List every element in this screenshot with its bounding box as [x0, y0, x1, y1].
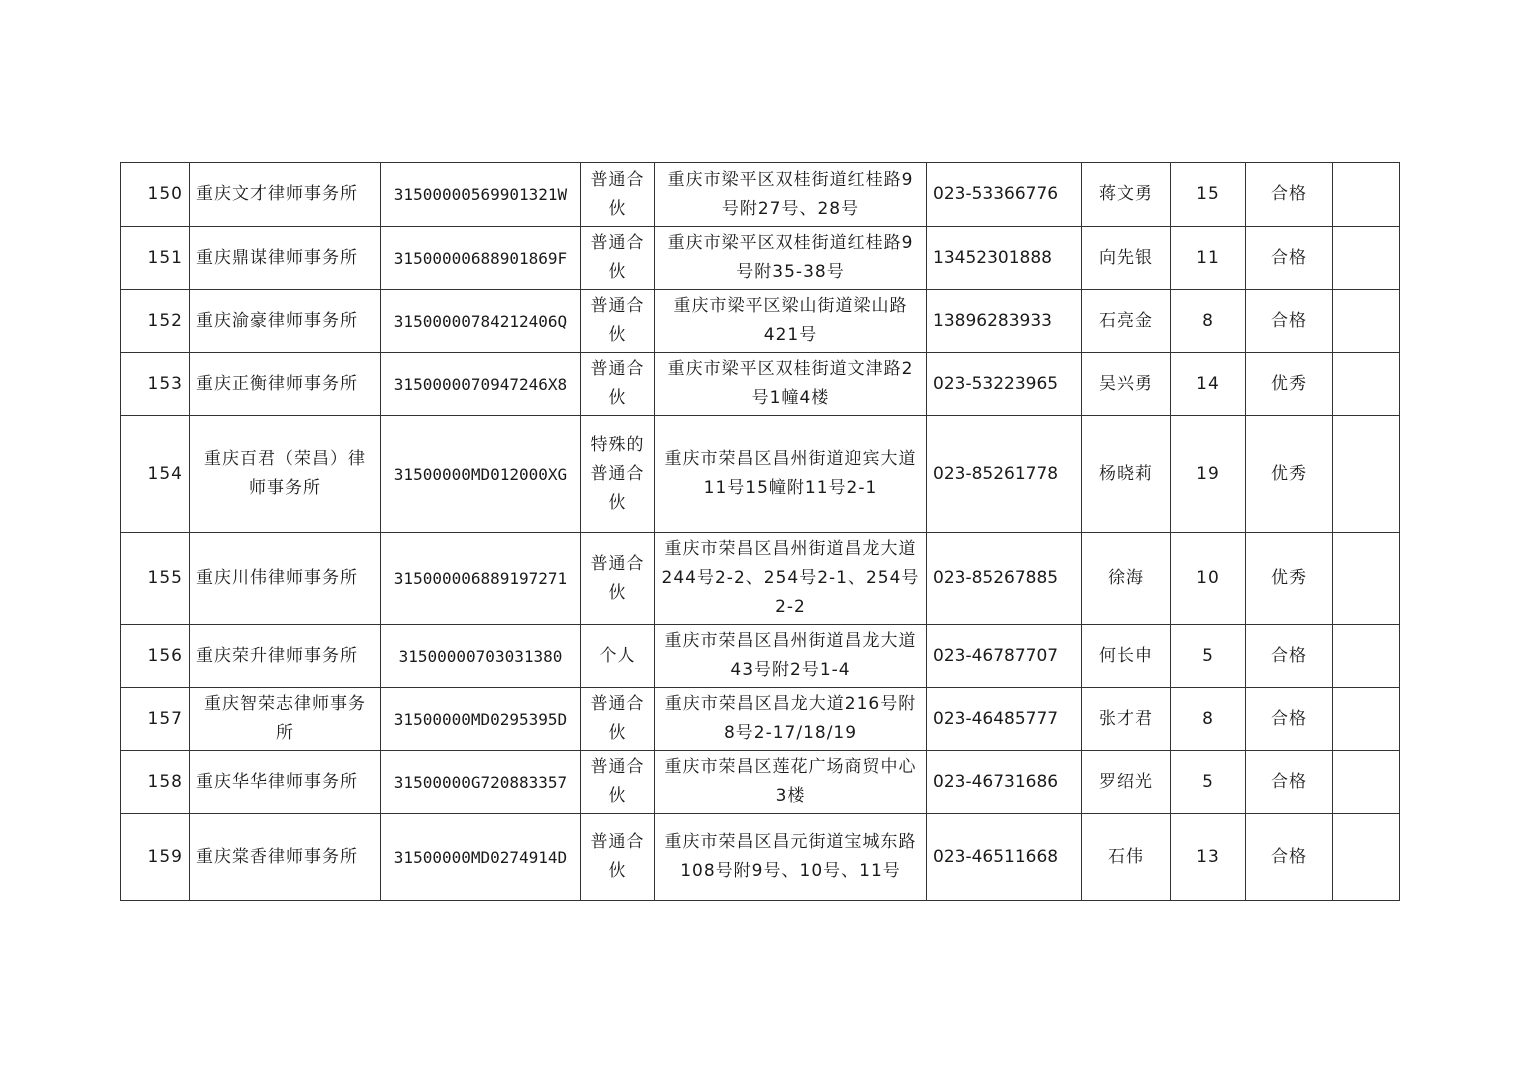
cell-count: 19 [1171, 416, 1246, 533]
cell-note [1333, 814, 1400, 901]
table-row [121, 353, 1400, 416]
cell-phone: 023-53223965 [927, 353, 1082, 416]
cell-phone: 13896283933 [927, 290, 1082, 353]
cell-phone: 023-85267885 [927, 533, 1082, 625]
table-row [121, 814, 1400, 901]
cell-number: 156 [121, 625, 190, 688]
cell-count: 5 [1171, 751, 1246, 814]
cell-grade: 合格 [1246, 625, 1333, 688]
cell-phone: 023-46731686 [927, 751, 1082, 814]
cell-credit-code: 31500000703031380 [381, 625, 581, 688]
cell-number: 153 [121, 353, 190, 416]
cell-grade: 合格 [1246, 814, 1333, 901]
cell-credit-code: 31500000MD012000XG [381, 416, 581, 533]
cell-org-type: 个人 [581, 625, 655, 688]
table-row [121, 688, 1400, 751]
cell-note [1333, 290, 1400, 353]
cell-phone: 023-53366776 [927, 163, 1082, 227]
cell-count: 11 [1171, 227, 1246, 290]
cell-credit-code: 31500000MD0295395D [381, 688, 581, 751]
cell-grade: 优秀 [1246, 416, 1333, 533]
cell-head: 石亮金 [1082, 290, 1171, 353]
cell-count: 5 [1171, 625, 1246, 688]
cell-address: 重庆市梁平区双桂街道文津路2号1幢4楼 [655, 353, 927, 416]
cell-firm-name: 重庆荣升律师事务所 [190, 625, 381, 688]
cell-org-type: 普通合伙 [581, 163, 655, 227]
cell-note [1333, 227, 1400, 290]
cell-phone: 023-46787707 [927, 625, 1082, 688]
cell-grade: 合格 [1246, 227, 1333, 290]
cell-count: 13 [1171, 814, 1246, 901]
cell-grade: 优秀 [1246, 353, 1333, 416]
cell-note [1333, 625, 1400, 688]
cell-firm-name: 重庆智荣志律师事务所 [190, 688, 381, 751]
cell-number: 155 [121, 533, 190, 625]
cell-address: 重庆市荣昌区昌州街道昌龙大道244号2-2、254号2-1、254号2-2 [655, 533, 927, 625]
cell-address: 重庆市荣昌区昌州街道迎宾大道11号15幢附11号2-1 [655, 416, 927, 533]
table-row [121, 416, 1400, 533]
cell-address: 重庆市荣昌区昌龙大道216号附8号2-17/18/19 [655, 688, 927, 751]
cell-head: 何长申 [1082, 625, 1171, 688]
cell-number: 151 [121, 227, 190, 290]
cell-firm-name: 重庆文才律师事务所 [190, 163, 381, 227]
cell-number: 154 [121, 416, 190, 533]
cell-org-type: 普通合伙 [581, 227, 655, 290]
cell-number: 159 [121, 814, 190, 901]
cell-number: 150 [121, 163, 190, 227]
cell-credit-code: 3150000070947246X8 [381, 353, 581, 416]
cell-firm-name: 重庆华华律师事务所 [190, 751, 381, 814]
cell-count: 14 [1171, 353, 1246, 416]
cell-credit-code: 31500000MD0274914D [381, 814, 581, 901]
cell-head: 徐海 [1082, 533, 1171, 625]
cell-note [1333, 353, 1400, 416]
cell-count: 8 [1171, 290, 1246, 353]
cell-head: 杨晓莉 [1082, 416, 1171, 533]
table-row [121, 227, 1400, 290]
cell-head: 吴兴勇 [1082, 353, 1171, 416]
cell-address: 重庆市梁平区双桂街道红桂路9号附35-38号 [655, 227, 927, 290]
cell-note [1333, 163, 1400, 227]
cell-org-type: 普通合伙 [581, 814, 655, 901]
cell-grade: 合格 [1246, 688, 1333, 751]
cell-org-type: 普通合伙 [581, 688, 655, 751]
cell-head: 蒋文勇 [1082, 163, 1171, 227]
table-row [121, 163, 1400, 227]
cell-firm-name: 重庆渝豪律师事务所 [190, 290, 381, 353]
cell-phone: 023-85261778 [927, 416, 1082, 533]
cell-phone: 023-46511668 [927, 814, 1082, 901]
cell-credit-code: 31500000784212406Q [381, 290, 581, 353]
cell-phone: 13452301888 [927, 227, 1082, 290]
cell-note [1333, 688, 1400, 751]
cell-firm-name: 重庆鼎谋律师事务所 [190, 227, 381, 290]
cell-grade: 合格 [1246, 163, 1333, 227]
table-row [121, 290, 1400, 353]
cell-address: 重庆市荣昌区莲花广场商贸中心3楼 [655, 751, 927, 814]
cell-credit-code: 31500000569901321W [381, 163, 581, 227]
cell-firm-name: 重庆正衡律师事务所 [190, 353, 381, 416]
cell-org-type: 普通合伙 [581, 751, 655, 814]
cell-address: 重庆市梁平区双桂街道红桂路9号附27号、28号 [655, 163, 927, 227]
cell-address: 重庆市梁平区梁山街道梁山路421号 [655, 290, 927, 353]
cell-credit-code: 315000006889197271 [381, 533, 581, 625]
cell-address: 重庆市荣昌区昌元街道宝城东路108号附9号、10号、11号 [655, 814, 927, 901]
cell-firm-name: 重庆百君（荣昌）律师事务所 [190, 416, 381, 533]
cell-grade: 合格 [1246, 290, 1333, 353]
cell-number: 157 [121, 688, 190, 751]
cell-grade: 合格 [1246, 751, 1333, 814]
cell-count: 10 [1171, 533, 1246, 625]
cell-number: 152 [121, 290, 190, 353]
table-row [121, 751, 1400, 814]
cell-head: 石伟 [1082, 814, 1171, 901]
cell-number: 158 [121, 751, 190, 814]
cell-grade: 优秀 [1246, 533, 1333, 625]
cell-head: 张才君 [1082, 688, 1171, 751]
cell-address: 重庆市荣昌区昌州街道昌龙大道43号附2号1-4 [655, 625, 927, 688]
table-row [121, 625, 1400, 688]
table-row [121, 533, 1400, 625]
cell-org-type: 特殊的普通合伙 [581, 416, 655, 533]
cell-note [1333, 533, 1400, 625]
cell-phone: 023-46485777 [927, 688, 1082, 751]
cell-org-type: 普通合伙 [581, 290, 655, 353]
cell-org-type: 普通合伙 [581, 533, 655, 625]
cell-note [1333, 751, 1400, 814]
law-firm-table [120, 162, 1400, 901]
cell-count: 8 [1171, 688, 1246, 751]
cell-credit-code: 31500000688901869F [381, 227, 581, 290]
cell-credit-code: 31500000G720883357 [381, 751, 581, 814]
cell-head: 罗绍光 [1082, 751, 1171, 814]
cell-head: 向先银 [1082, 227, 1171, 290]
cell-org-type: 普通合伙 [581, 353, 655, 416]
cell-count: 15 [1171, 163, 1246, 227]
cell-firm-name: 重庆棠香律师事务所 [190, 814, 381, 901]
cell-firm-name: 重庆川伟律师事务所 [190, 533, 381, 625]
cell-note [1333, 416, 1400, 533]
